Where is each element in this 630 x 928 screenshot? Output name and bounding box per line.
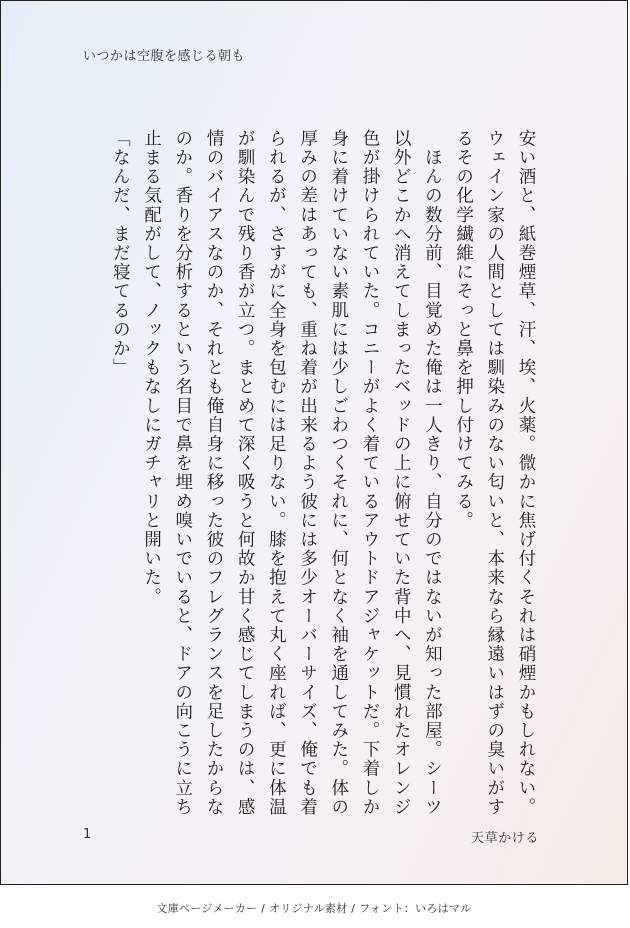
paragraph-1: 安い酒と、紙巻煙草、汗、埃、火薬。微かに焦げ付くそれは硝煙かもしれない。ウェイン家の人間としては馴染みのない匂いと、本来なら縁遠いはずの臭いがするその化学繊維にそっと鼻を押し付けてみる。 [453,129,536,817]
credit-line: 文庫ページメーカー / オリジナル素材 / フォント：いろはマル [156,902,472,915]
paragraph-2: ほんの数分前、目覚めた俺は一人きり、自分のではないが知った部屋。シーツ以外どこかへ消えてしまったベッドの上に俯せていた背中へ、見慣れたオレンジ色が掛けられていた。コニーがよく着ているアウトドアジャケットだ。下着しか身に着けていない素肌には少しごわつくそれに、何となく袖を通してみた。体の厚みの差はあっても、重ね着が出来るよう彼には多少オーバーサイズ、俺でも着られるが、さすがに全身を包むには足りない。膝を抱えて丸く座れば、更に体温が馴染んで残り香が立つ。まとめて深く吸うと何故か甘く感じてしまうのは、感情のバイアスなのか、それとも俺自身に移った彼のフレグランスを足したからなのか。香りを分析するという名目で鼻を埋め嗅いでいると、ドアの向こうに立ち止まる気配がして、ノックもなしにガチャリと開いた。 [141,129,443,817]
author-name: 天草かける [471,831,540,846]
page-number: 1 [83,827,92,842]
chapter-title: いつかは空腹を感じる朝も [83,49,246,64]
paragraph-3: 「なんだ、まだ寝てるのか」 [110,129,131,378]
body-text [71,129,541,829]
